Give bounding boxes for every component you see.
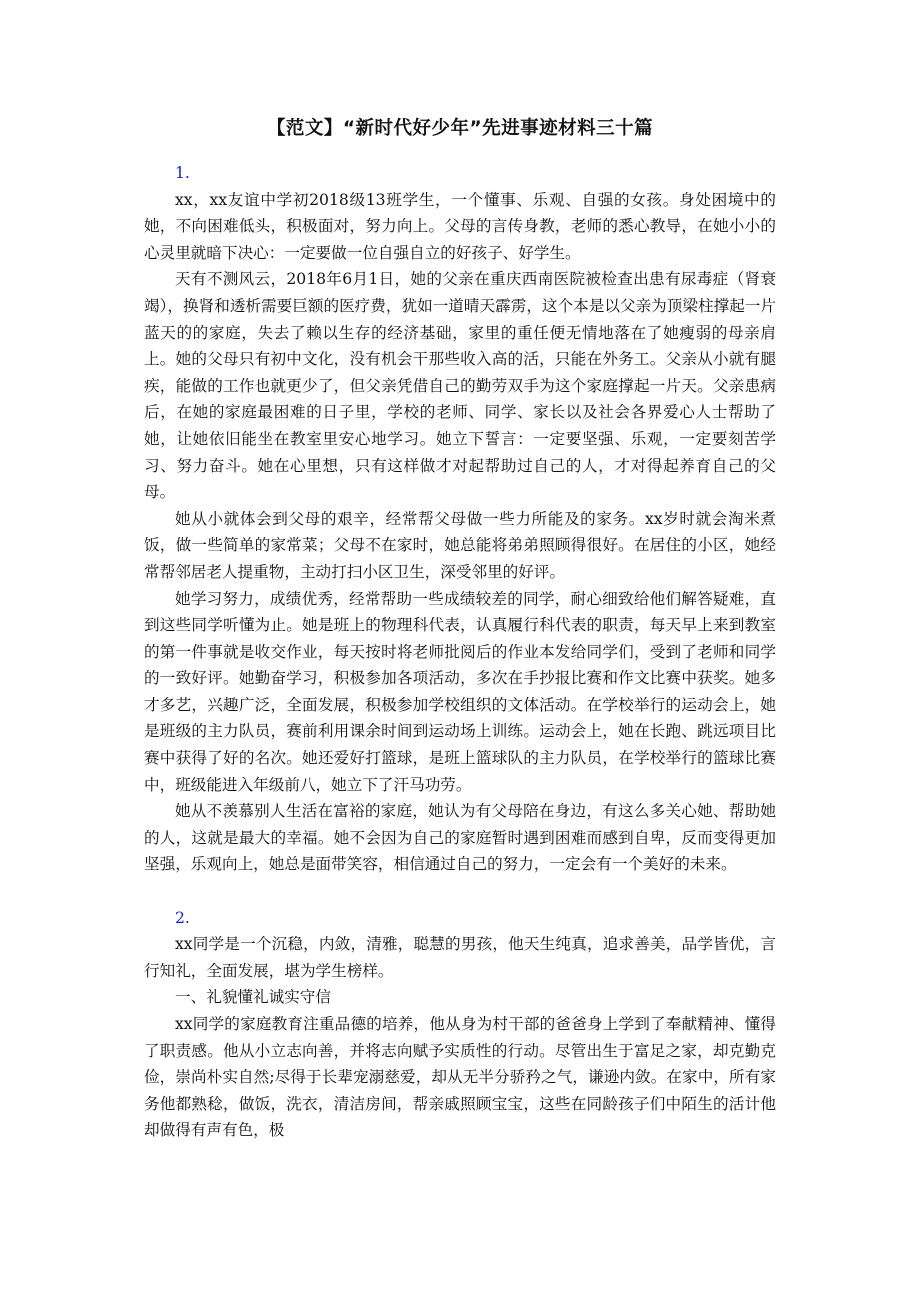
- section-number: 2.: [175, 908, 190, 927]
- paragraph: 她学习努力，成绩优秀，经常帮助一些成绩较差的同学，耐心细致给他们解答疑难，直到这些同学听懂为止。她是班上的物理科代表，认真履行科代表的职责，每天早上来到教室的第一件事就是收交作业，每天按时将老师批阅后的作业本发给同学们，受到了老师和同学的一致好评。她勤奋学习，积极参加各项活动，多次在手抄报比赛和作文比赛中获奖。她多才多艺，兴趣广泛，全面发展，积极参加学校组织的文体活动。在学校举行的运动会上，她是班级的主力队员，赛前利用课余时间到运动场上训练。运动会上，她在长跑、跳远项目比赛中获得了好的名次。她还爱好打篮球，是班上篮球队的主力队员，在学校举行的篮球比赛中，班级能进入年级前八，她立下了汗马功劳。: [144, 589, 776, 794]
- paragraph: 天有不测风云，2018年6月1日，她的父亲在重庆西南医院被检查出患有尿毒症（肾衰竭），换肾和透析需要巨额的医疗费，犹如一道晴天霹雳，这个本是以父亲为顶梁柱撑起一片蓝天的的家庭，失去了赖以生存的经济基础，家里的重任便无情地落在了她瘦弱的母亲肩上。她的父母只有初中文化，没有机会干那些收入高的活，只能在外务工。父亲从小就有腿疾，能做的工作也就更少了，但父亲凭借自己的勤劳双手为这个家庭撑起一片天。父亲患病后，在她的家庭最困难的日子里，学校的老师、同学、家长以及社会各界爱心人士帮助了她，让她依旧能坐在教室里安心地学习。她立下誓言：一定要坚强、乐观，一定要刻苦学习、努力奋斗。她在心里想，只有这样做才对起帮助过自己的人，才对得起养育自己的父母。: [144, 270, 776, 502]
- paragraph: 她从不羡慕别人生活在富裕的家庭，她认为有父母陪在身边，有这么多关心她、帮助她的人，这就是最大的幸福。她不会因为自己的家庭暂时遇到困难而感到自卑，反而变得更加坚强，乐观向上，她总是面带笑容，相信通过自己的努力，一定会有一个美好的未来。: [144, 802, 776, 874]
- paragraph: xx，xx友谊中学初2018级13班学生，一个懂事、乐观、自强的女孩。身处困境中的她，不向困难低头，积极面对，努力向上。父母的言传身教，老师的悉心教导，在她小小的心灵里就暗下决心：一定要做一位自强自立的好孩子、好学生。: [144, 190, 776, 262]
- subheading: 一、礼貌懂礼诚实守信: [175, 988, 331, 1007]
- document-title: 【范文】“新时代好少年”先进事迹材料三十篇: [266, 118, 654, 139]
- paragraph: xx同学的家庭教育注重品德的培养，他从身为村干部的爸爸身上学到了奉献精神、懂得了职责感。他从小立志向善，并将志向赋予实质性的行动。尽管出生于富足之家，却克勤克俭，崇尚朴实自然;尽得于长辈宠溺慈爱，却从无半分骄矜之气，谦逊内敛。在家中，所有家务他都熟稔，做饭，洗衣，清洁房间，帮亲戚照顾宝宝，这些在同龄孩子们中陌生的活计他却做得有声有色，极: [144, 1015, 776, 1140]
- paragraph: xx同学是一个沉稳，内敛，清雅，聪慧的男孩，他天生纯真，追求善美，品学皆优，言行知礼，全面发展，堪为学生榜样。: [144, 935, 776, 980]
- paragraph: 她从小就体会到父母的艰辛，经常帮父母做一些力所能及的家务。xx岁时就会淘米煮饭，做一些简单的家常菜；父母不在家时，她总能将弟弟照顾得很好。在居住的小区，她经常帮邻居老人提重物，主动打扫小区卫生，深受邻里的好评。: [144, 509, 776, 581]
- document-body: [144, 160, 776, 1144]
- section-number: 1.: [175, 164, 190, 182]
- section-spacer: [144, 878, 776, 905]
